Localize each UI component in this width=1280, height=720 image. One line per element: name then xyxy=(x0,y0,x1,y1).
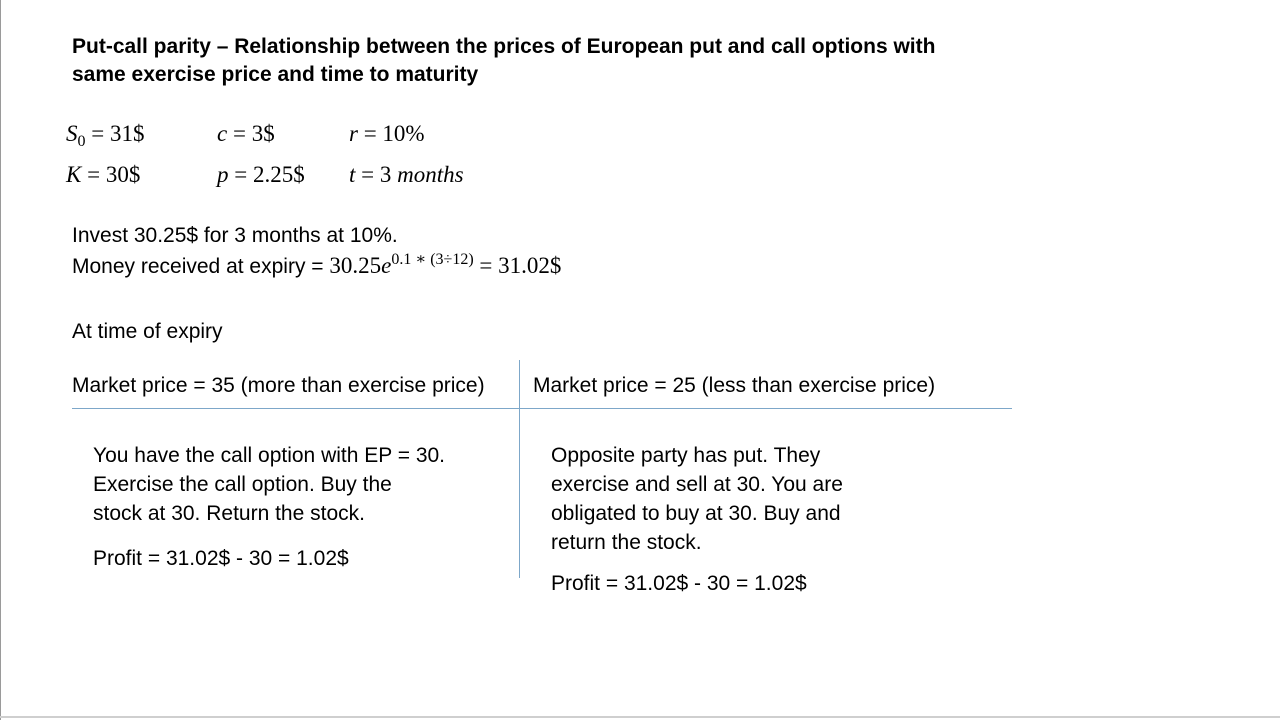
profit-lower-price: Profit = 31.02$ - 30 = 1.02$ xyxy=(551,572,807,595)
expiry-label: At time of expiry xyxy=(72,320,223,343)
table-vertical-divider xyxy=(519,360,520,578)
investment-line: Invest 30.25$ for 3 months at 10%. xyxy=(72,224,398,247)
profit-higher-price: Profit = 31.02$ - 30 = 1.02$ xyxy=(93,547,349,570)
slide-left-border xyxy=(0,0,1,720)
var-s0: $S_0$ = 31$ xyxy=(66,121,145,150)
var-k: K = 30$ xyxy=(66,162,141,187)
var-c: c = 3$ xyxy=(217,121,275,146)
var-p: p = 2.25$ xyxy=(217,162,305,187)
column-explanation-higher-price: You have the call option with EP = 30. Exercise the call option. Buy the stock at 30. Return the stock. xyxy=(93,444,446,525)
slide-title: Put-call parity – Relationship between the prices of European put and call options with same exercise price and time to maturity xyxy=(72,35,936,86)
money-received-line: Money received at expiry = $30.25e^{0.1 ∗ (3\div 12)}$ = 31.02$ xyxy=(72,251,562,278)
slide-bottom-border xyxy=(0,716,1280,718)
column-explanation-lower-price: Opposite party has put. They exercise and sell at 30. You are obligated to buy at 30. Buy and return the stock. xyxy=(551,444,843,554)
var-t: t = 3 months xyxy=(349,162,464,187)
table-horizontal-divider xyxy=(72,408,1012,409)
var-r: r = 10% xyxy=(349,121,425,146)
column-header-higher-price: Market price = 35 (more than exercise price) xyxy=(72,374,485,397)
column-header-lower-price: Market price = 25 (less than exercise price) xyxy=(533,374,936,397)
exponential-expression: $30.25e^{0.1 ∗ (3\div 12)}$ = 31.02$ xyxy=(329,251,562,278)
